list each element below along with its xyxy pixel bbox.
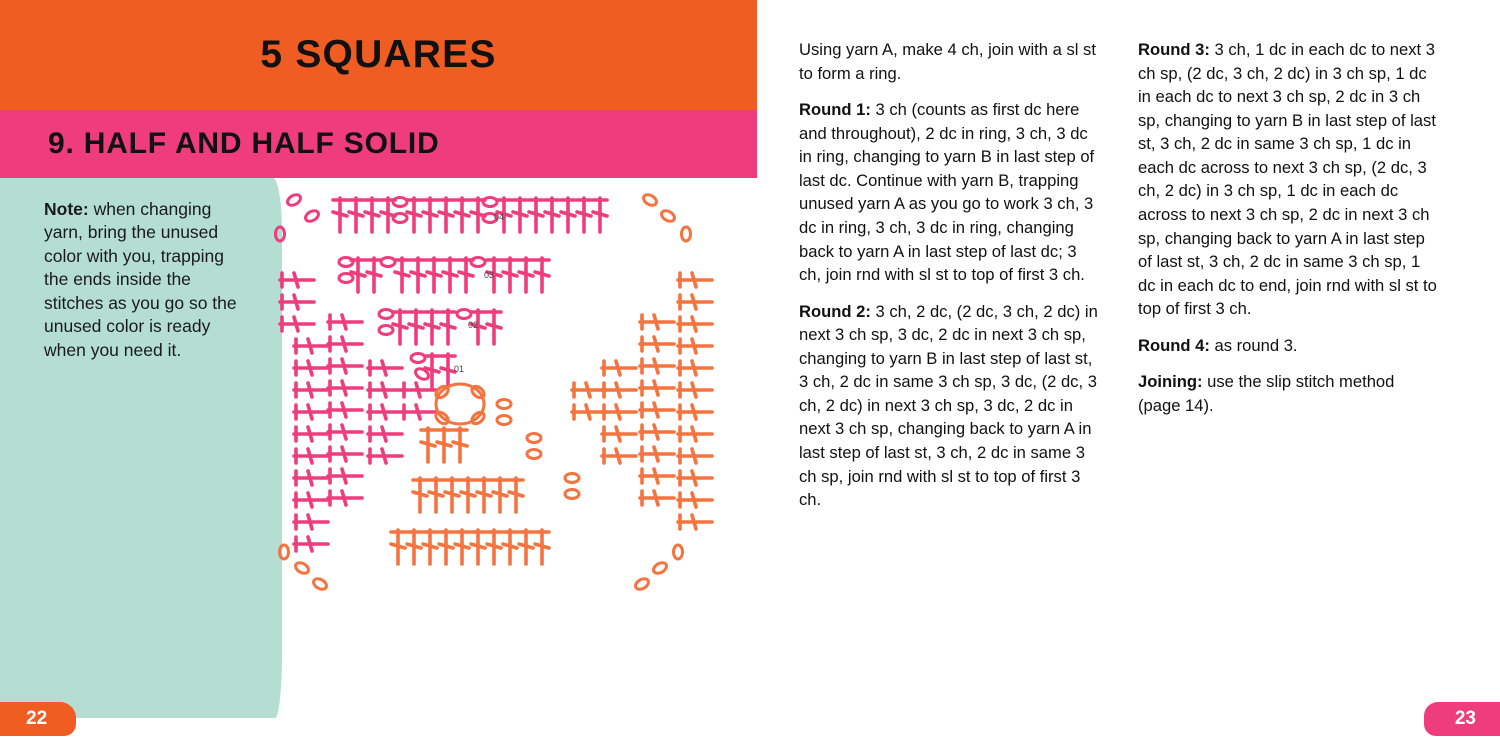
- svg-text:03: 03: [484, 270, 495, 280]
- paragraph-joining: Joining: use the slip stitch method (page 14).: [1138, 372, 1395, 415]
- paragraph-round-1: Round 1: 3 ch (counts as first dc here and throughout), 2 dc in ring, 3 ch, 3 dc in ring, changing to yarn B in last step of last dc. Continue with yarn B, trapping unused yarn A as you go to work 3 ch, 3 dc in ring, 3 ch, 3 dc in ring, changing back to yarn A in last step of last dc; 3 ch, join rnd with sl st to top of first 3 ch.: [799, 100, 1095, 285]
- paragraph-round-4: Round 4: as round 3.: [1138, 335, 1298, 355]
- note-label: Note:: [44, 199, 89, 219]
- right-page: [757, 0, 1500, 750]
- instructions-column-1: [799, 38, 1099, 525]
- svg-text:01: 01: [454, 364, 465, 374]
- note-box: [44, 198, 240, 362]
- pattern-title: 9. HALF AND HALF SOLID: [48, 127, 440, 160]
- paragraph-round-2: Round 2: 3 ch, 2 dc, (2 dc, 3 ch, 2 dc) in next 3 ch sp, 3 dc, 2 dc in next 3 ch sp, changing to yarn B in last step of last st, 3 ch, 2 dc in same 3 ch sp, 3 dc, (2 dc, 3 ch, 2 dc) in next 3 ch sp, 3 dc, 2 dc in next 3 ch sp, changing back to yarn A in last step of last st, 3 ch, 2 dc in same 3 ch sp, join rnd with sl st to top of first 3 ch.: [799, 301, 1098, 510]
- paragraph-round-3: Round 3: 3 ch, 1 dc in each dc to next 3 ch sp, (2 dc, 3 ch, 2 dc) in 3 ch sp, 1 dc in each dc to next 3 ch sp, 2 dc in 3 ch sp, changing to yarn B in last step of last st, 3 ch, 2 dc in same 3 ch sp, 1 dc in each dc across to next 3 ch sp, (2 dc, 3 ch, 2 dc) in 3 ch sp, 1 dc in each dc across to next 3 ch sp, 2 dc in next 3 ch sp, changing back to yarn A in last step of last st, 3 ch, 2 dc in same 3 ch sp, 1 dc in each dc to end, join rnd with sl st to top of first 3 ch.: [1138, 40, 1437, 319]
- stitch-chart-svg: [272, 182, 742, 622]
- svg-text:02: 02: [468, 320, 479, 330]
- stitch-chart: [272, 182, 742, 622]
- round-number-labels: [454, 212, 504, 374]
- paragraph-intro: Using yarn A, make 4 ch, join with a sl st to form a ring.: [799, 40, 1096, 83]
- page-number-left: 22: [0, 702, 76, 736]
- section-title: 5 SQUARES: [260, 33, 497, 76]
- page-number-right: 23: [1424, 702, 1500, 736]
- note-text: when changing yarn, bring the unused color with you, trapping the ends inside the stitches as you go so the unused color is ready when you need it.: [44, 199, 237, 360]
- pink-band-torn-edge: [690, 110, 757, 178]
- svg-text:04: 04: [494, 212, 505, 222]
- instructions-column-2: [1138, 38, 1438, 430]
